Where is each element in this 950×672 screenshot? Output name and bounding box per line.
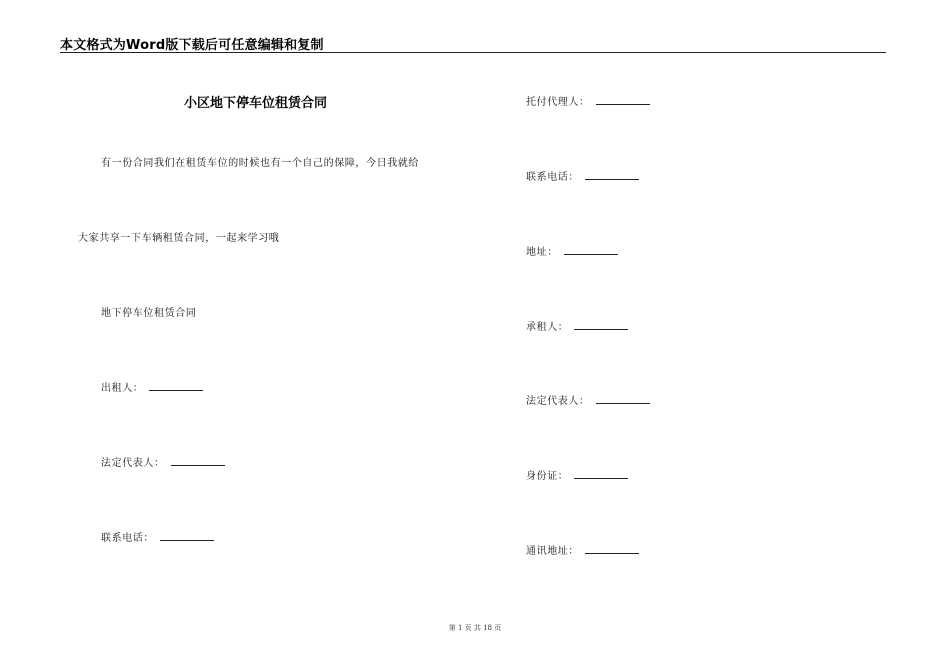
intro-line-1: 有一份合同我们在租赁车位的时候也有一个自己的保障，今日我就给 (101, 158, 419, 169)
field-label: 出租人： (101, 383, 144, 394)
blank-line (160, 530, 214, 541)
blank-line (149, 380, 203, 391)
field-label: 法定代表人： (526, 396, 590, 407)
field-label: 法定代表人： (101, 458, 165, 469)
blank-line (596, 94, 650, 105)
field-label: 地址： (526, 247, 558, 258)
blank-line (564, 244, 618, 255)
contract-name: 地下停车位租赁合同 (101, 308, 197, 319)
page-header (60, 33, 886, 53)
field-label: 联系电话： (526, 172, 579, 183)
field-phone-right (526, 168, 639, 183)
field-phone (101, 529, 214, 544)
field-agent (526, 93, 650, 108)
field-label: 身份证： (526, 471, 569, 482)
blank-line (585, 169, 639, 180)
page-number: 第 1 页 共 18 页 (448, 624, 502, 632)
field-label: 承租人： (526, 322, 569, 333)
intro-line-2: 大家共享一下车辆租赁合同，一起来学习哦 (78, 233, 280, 244)
field-lessee (526, 318, 628, 333)
field-label: 通讯地址： (526, 546, 579, 557)
field-legal-representative (101, 454, 225, 469)
blank-line (585, 543, 639, 554)
blank-line (574, 319, 628, 330)
field-label: 托付代理人： (526, 97, 590, 108)
field-label: 联系电话： (101, 533, 154, 544)
field-mailing-address (526, 542, 639, 557)
blank-line (574, 468, 628, 479)
document-title: 小区地下停车位租赁合同 (184, 96, 328, 111)
field-legal-representative-right (526, 392, 650, 407)
header-text: 本文格式为Word版下载后可任意编辑和复制 (60, 38, 324, 53)
field-id-card (526, 467, 628, 482)
field-lessor (101, 379, 203, 394)
field-address (526, 243, 618, 258)
blank-line (596, 393, 650, 404)
blank-line (171, 455, 225, 466)
